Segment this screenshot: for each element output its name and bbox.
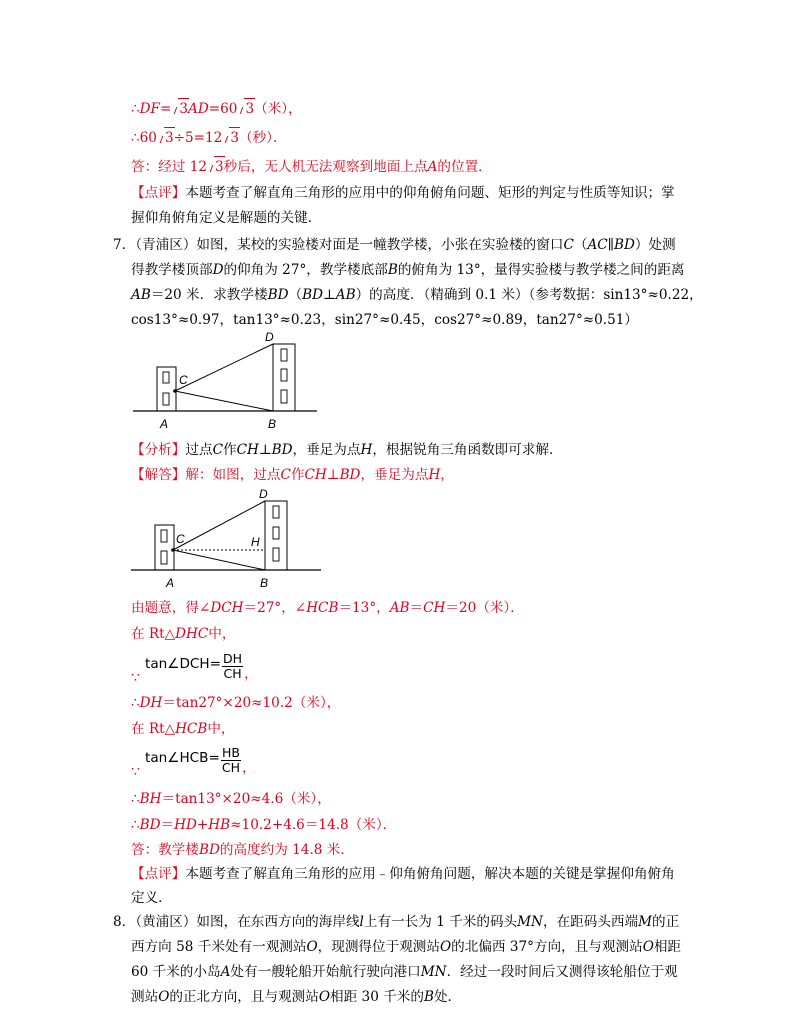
var-o: O — [318, 989, 331, 1005]
question-text: （ — [573, 237, 588, 253]
var-a: A — [220, 964, 231, 980]
question-text: ）的高度．（精确到 0.1 米）（参考数据：sin13°≈0.22， — [355, 287, 703, 303]
q7-step-rt-dhc — [131, 624, 235, 644]
radicand: 3 — [230, 130, 239, 146]
q7-line-1 — [113, 235, 676, 255]
denominator: CH — [223, 666, 242, 681]
radicand: 3 — [215, 159, 224, 175]
value-text: =60 — [208, 101, 238, 117]
solution-text: 解：如图，过点 — [185, 467, 281, 483]
comment-text: 定义． — [131, 890, 172, 906]
fraction-hb-ch — [221, 746, 241, 775]
because-symbol: ∵ — [131, 764, 140, 780]
radicand: 3 — [179, 101, 189, 117]
label-a: A — [160, 417, 169, 431]
numerator: HB — [221, 745, 240, 760]
q8-line-2 — [131, 937, 681, 957]
answer-text: 的高度约为 14.8 米． — [219, 842, 354, 858]
solution-text: 作 — [290, 467, 305, 483]
therefore-symbol: ∴ — [131, 695, 140, 711]
line-cb — [173, 550, 265, 570]
prev-comment-line-2 — [131, 208, 321, 228]
formula-text: tan∠DCH= — [145, 656, 222, 672]
var-c: C — [280, 467, 291, 483]
value-text: ∴60 — [131, 130, 157, 146]
label-d: D — [265, 330, 274, 344]
solution-text: ，垂足为点 — [360, 467, 429, 483]
var-ch: CH — [423, 600, 446, 616]
solution-text: 中， — [207, 721, 235, 737]
q7-comment-line-2 — [131, 888, 172, 908]
answer-text: 答：教学楼 — [131, 842, 199, 858]
var-df: DF — [139, 101, 160, 117]
comment-text: 本题考查了解直角三角形的应用﹣仰角俯角问题，解决本题的关键是掌握仰角俯角 — [185, 866, 675, 882]
equals: = — [160, 101, 172, 117]
q8-line-4 — [131, 987, 461, 1007]
question-text: 相距 30 千米的 — [330, 989, 424, 1005]
question-text: 处． — [433, 989, 462, 1005]
comment-tag: 【点评】 — [131, 866, 186, 882]
var-o: O — [158, 989, 170, 1005]
label-c: C — [179, 373, 188, 387]
denominator: CH — [221, 760, 241, 775]
label-d: D — [259, 487, 268, 501]
var-bd-perp-ab: BD⊥AB — [302, 287, 356, 303]
question-text: 60 千米的小岛 — [131, 964, 221, 980]
q7-figure-2 — [128, 484, 324, 590]
label-b: B — [268, 417, 277, 431]
window — [273, 527, 279, 539]
q7-analysis — [131, 440, 563, 460]
var-ab: AB — [389, 600, 410, 616]
q7-step-bd — [131, 815, 396, 835]
var-bd: BD — [139, 817, 161, 833]
solution-text: 在 Rt△ — [131, 721, 176, 737]
analysis-text: ，垂足为点 — [292, 442, 361, 458]
q7-step-tan-dch — [131, 652, 258, 686]
therefore-symbol: ∴ — [131, 817, 140, 833]
window — [281, 390, 287, 403]
line-cb — [175, 391, 273, 411]
sqrt-symbol — [238, 98, 254, 119]
sqrt-symbol — [172, 98, 188, 119]
question-text: ）处测 — [634, 237, 676, 253]
var-o: O — [642, 939, 654, 955]
window — [163, 372, 169, 383]
punctuation: ， — [244, 666, 258, 682]
q7-line-3 — [131, 285, 703, 305]
question-text: ，现测得位于观测站 — [317, 939, 440, 955]
question-text: 西方向 58 千米处有一观测站 — [131, 939, 307, 955]
question-text: 的仰角为 27°，教学楼底部 — [223, 262, 388, 278]
because-symbol: ∵ — [131, 670, 140, 686]
window — [163, 393, 169, 405]
q7-line-4 — [131, 310, 638, 330]
lab-building — [157, 367, 176, 411]
solution-text: ＝ — [409, 600, 424, 616]
question-text: 处有一艘轮船开始航行驶向港口 — [230, 964, 421, 980]
punctuation: ， — [242, 760, 256, 776]
question-text: 相距 — [653, 939, 682, 955]
var-c: C — [563, 237, 574, 253]
formula-text: tan∠HCB= — [145, 750, 220, 766]
label-a: A — [166, 576, 175, 590]
q7-line-2 — [131, 260, 685, 280]
analysis-tag: 【分析】 — [131, 442, 186, 458]
answer-text: 答：经过 12 — [131, 159, 207, 175]
var-h: H — [428, 467, 441, 483]
var-hcb: HCB — [306, 600, 339, 616]
solution-text: 由题意，得∠ — [131, 600, 211, 616]
analysis-text: 作 — [222, 442, 237, 458]
question-text: ．经过一段时间后又测得该轮船位于观 — [446, 964, 678, 980]
q7-figure-1 — [130, 328, 320, 432]
q7-answer — [131, 840, 354, 860]
teaching-building — [265, 501, 287, 570]
radicand: 3 — [164, 130, 174, 146]
question-text: 的俯角为 13°，量得实验楼与教学楼之间的距离 — [397, 262, 685, 278]
solution-text: ＝ — [160, 817, 175, 833]
prev-line-df — [131, 98, 302, 119]
question-text: 的正北方向，且与观测站 — [169, 989, 319, 1005]
var-dch: DCH — [210, 600, 244, 616]
solution-text: ＝20（米）． — [445, 600, 524, 616]
var-ac-parallel-bd: AC∥BD — [587, 237, 635, 253]
label-b: B — [260, 576, 269, 590]
question-number: 8． — [113, 914, 136, 930]
q8-line-3 — [131, 962, 678, 982]
question-text: 得教学楼顶部 — [131, 262, 213, 278]
q8-line-1 — [113, 912, 679, 932]
solution-text: ＝tan27°×20≈10.2（米）， — [162, 695, 341, 711]
var-d: D — [212, 262, 224, 278]
therefore-symbol: ∴ — [131, 791, 140, 807]
var-o: O — [306, 939, 318, 955]
window — [161, 551, 167, 564]
solution-text: 中， — [208, 626, 236, 642]
var-ch-perp-bd: CH⊥BD — [304, 467, 361, 483]
var-ch-perp-bd: CH⊥BD — [236, 442, 293, 458]
point-c — [173, 389, 177, 393]
question-text: （黄浦区）如图，在东西方向的海岸线 — [135, 914, 360, 930]
lab-building — [155, 525, 174, 570]
comment-text: 本题考查了解直角三角形的应用中的仰角俯角问题、矩形的判定与性质等知识；掌 — [185, 185, 675, 201]
var-a: A — [427, 159, 438, 175]
window — [273, 548, 279, 561]
sqrt-symbol — [158, 127, 174, 148]
fraction-dh-ch — [222, 652, 243, 681]
var-b: B — [387, 262, 398, 278]
question-number: 7． — [113, 237, 136, 253]
q7-step-given — [131, 598, 524, 618]
var-c: C — [212, 442, 223, 458]
reference-data: cos13°≈0.97，tan13°≈0.23，sin27°≈0.45，cos27°≈0.89，tan27°≈0.51） — [131, 312, 638, 328]
sqrt-symbol — [223, 127, 239, 148]
question-text: 测站 — [131, 989, 159, 1005]
var-dhc: DHC — [175, 626, 209, 642]
var-bd: BD — [267, 287, 289, 303]
question-text: （ — [288, 287, 303, 303]
solution-text: ＝27°，∠ — [243, 600, 307, 616]
solution-text: ≈10.2+4.6＝14.8（米）． — [230, 817, 397, 833]
label-c: C — [176, 532, 185, 546]
prev-comment-line-1 — [131, 183, 675, 203]
line-cd — [175, 344, 273, 391]
prev-line-time — [131, 127, 287, 148]
var-o: O — [439, 939, 452, 955]
window — [161, 530, 167, 542]
var-hd: HD — [174, 817, 197, 833]
var-l: l — [359, 914, 364, 930]
unit-text: （米）， — [254, 101, 302, 117]
var-bd: BD — [198, 842, 220, 858]
q7-comment-line-1 — [131, 864, 675, 884]
var-mn: MN — [420, 964, 447, 980]
question-text: 的北偏西 37°方向，且与观测站 — [451, 939, 643, 955]
teaching-building — [273, 344, 295, 411]
question-text: ，在距码头西端 — [542, 914, 639, 930]
sqrt-symbol — [208, 156, 224, 177]
therefore-symbol: ∴ — [131, 101, 140, 117]
point-c — [171, 548, 175, 552]
var-ad: AD — [188, 101, 209, 117]
window — [273, 506, 279, 518]
value-text: ÷5=12 — [173, 130, 223, 146]
var-bh: BH — [139, 791, 162, 807]
solution-text: + — [196, 817, 209, 833]
var-dh: DH — [139, 695, 163, 711]
comment-text: 握仰角俯角定义是解题的关键． — [131, 210, 322, 226]
question-text: 的正 — [652, 914, 680, 930]
solution-text: ， — [440, 467, 454, 483]
solution-text: ＝13°， — [338, 600, 390, 616]
label-h: H — [251, 535, 260, 549]
question-text: ＝20 米．求教学楼 — [150, 287, 268, 303]
prev-line-answer — [131, 156, 492, 177]
window — [281, 369, 287, 381]
comment-tag: 【点评】 — [131, 185, 186, 201]
numerator: DH — [223, 651, 243, 666]
answer-text: 秒后，无人机无法观察到地面上点 — [223, 159, 428, 175]
var-m: M — [638, 914, 653, 930]
analysis-text: 过点 — [185, 442, 213, 458]
radicand: 3 — [245, 101, 255, 117]
question-text: （青浦区）如图，某校的实验楼对面是一幢教学楼，小张在实验楼的窗口 — [135, 237, 564, 253]
q7-step-tan-hcb — [131, 746, 256, 780]
var-hb: HB — [208, 817, 231, 833]
analysis-text: ，根据锐角三角函数即可求解． — [372, 442, 563, 458]
window — [281, 349, 287, 361]
solution-tag: 【解答】 — [131, 467, 186, 483]
var-ab: AB — [131, 287, 151, 303]
var-h: H — [360, 442, 373, 458]
q7-step-rt-hcb — [131, 719, 235, 739]
solution-text: 在 Rt△ — [131, 626, 176, 642]
var-mn: MN — [517, 914, 543, 930]
q7-step-bh — [131, 789, 331, 809]
solution-text: ＝tan13°×20≈4.6（米）， — [161, 791, 331, 807]
unit-text: （秒）． — [239, 130, 287, 146]
q7-step-dh — [131, 693, 340, 713]
answer-text: 的位置． — [437, 159, 492, 175]
q7-solution-head — [131, 465, 454, 485]
var-b: B — [423, 989, 434, 1005]
question-text: 上有一长为 1 千米的码头 — [363, 914, 518, 930]
var-hcb: HCB — [175, 721, 208, 737]
